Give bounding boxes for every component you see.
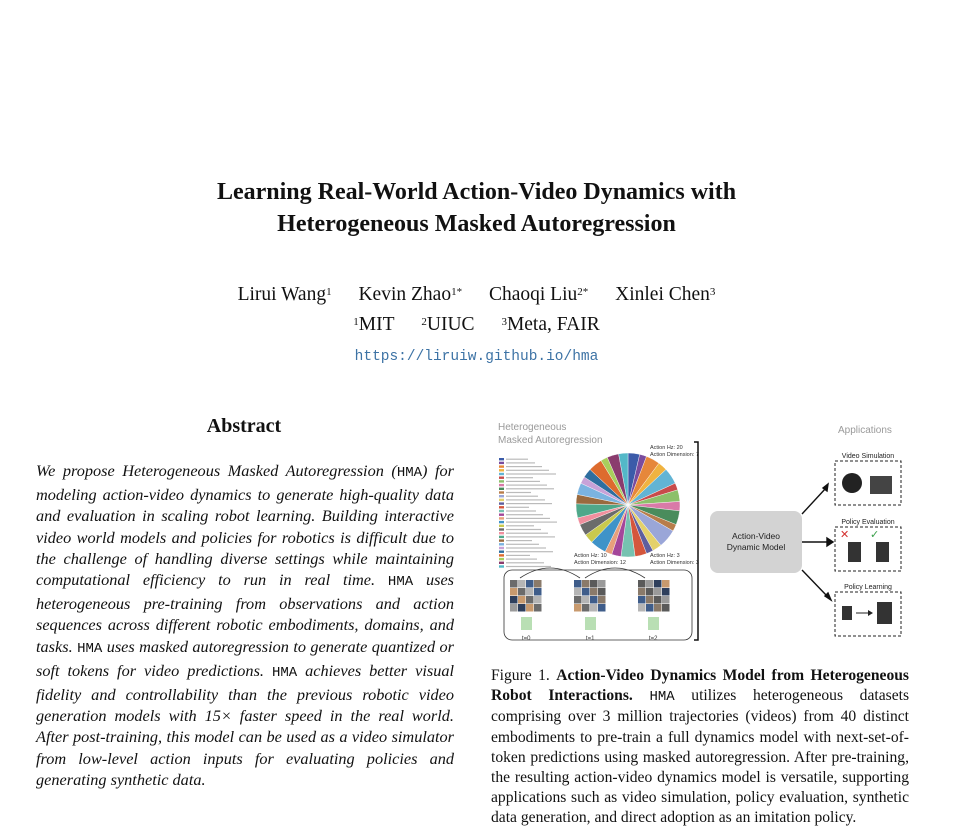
robot-icon [521,617,532,630]
legend-entry [506,514,543,515]
frame-cell [534,604,542,612]
robot-icon [585,617,596,630]
frame-cell [662,596,670,604]
model-label-2: Dynamic Model [726,542,786,552]
frame-cell [598,604,606,612]
legend-entry [506,536,555,537]
frame-cell [590,596,598,604]
frame-cell [646,580,654,588]
app-video-simulation-label: Video Simulation [841,453,895,460]
frame-cell [598,596,606,604]
frame-cell [518,604,526,612]
legend-swatch [499,536,504,538]
abstract-text: We propose Heterogeneous Masked Autoregression (HMA) for modeling action-video dynamics to generate high-quality data and evaluation in scaling robot learning. Building interactive video world models and policies for robotics is difficult due to the challenge of handling diverse settings while maintaining computational efficiency to run in real time. HMA uses heterogeneous pre-training from observations and action sequences across different robotic embodiments, domains, and tasks. HMA uses masked autoregression to generate quantized or soft tokens for video predictions. HMA achieves better visual fidelity and controllability than the previous robotic video generation models with 15× faster speed in the real world. After post-training, this model can be used as a video simulator from low-level action inputs for evaluating policies and generating synthetic data. [36,461,455,789]
legend-entry [506,466,542,467]
figure-right-title: Applications [838,425,892,436]
frame-cell [582,604,590,612]
legend-entry [506,492,531,493]
legend-swatch [499,465,504,467]
legend-swatch [499,469,504,471]
app-policy-learning-label: Policy Learning [844,584,892,591]
frame-cell [518,580,526,588]
legend-swatch [499,499,504,501]
legend-entry [506,525,534,526]
legend-entry [506,533,548,534]
legend-entry [506,522,557,523]
affiliation: $^1$MIT [353,314,395,335]
frame-cell [582,588,590,596]
author-block [0,280,953,340]
legend-swatch [499,514,504,516]
frame-label-t1: t=1 [586,636,595,642]
model-label-1: Action-Video [731,531,781,541]
frame-cell [534,588,542,596]
frame-cell [590,604,598,612]
pie-label-top-2: Action Dimension: 7 [650,452,699,458]
legend-swatch [499,554,504,556]
title-line-1: Learning Real-World Action-Video Dynamics with [216,179,737,205]
legend-entry [506,510,536,511]
legend-entry [506,488,554,489]
dataset-legend [499,458,557,568]
frame-cell [662,588,670,596]
legend-swatch [499,521,504,523]
legend-swatch [499,462,504,464]
legend-swatch [499,547,504,549]
frame-cell [646,588,654,596]
legend-entry [506,485,547,486]
frame-cell [662,604,670,612]
legend-entry [506,481,540,482]
frame-cell [582,580,590,588]
legend-entry [506,470,549,471]
figure-caption: Figure 1. Action-Video Dynamics Model from Heterogeneous Robot Interactions. HMA utilizes heterogeneous datasets comprising over 3 million trajectories (videos) from 40 distinct embodiments to pre-train a full dynamics model with next-set-of-token predictions using masked autoregression. After pre-training, the resulting action-video dynamics model is versatile, supporting applications such as video simulation, policy evaluation, synthetic data generation, and direct adoption as an imitation policy. [491,667,910,827]
frame-cell [510,596,518,604]
legend-swatch [499,562,504,564]
robot-arm-icon [870,476,892,494]
legend-entry [506,566,551,567]
legend-swatch [499,517,504,519]
legend-swatch [499,558,504,560]
legend-swatch [499,551,504,553]
frame-cell [534,596,542,604]
robot-icon [877,602,892,624]
pie-label-top-1: Action Hz: 20 [650,445,683,451]
frame-cell [534,580,542,588]
pie-label-left-1: Action Hz: 10 [574,553,607,559]
frame-cell [526,588,534,596]
pie-label-left-2: Action Dimension: 12 [574,560,626,566]
frame-cell [518,596,526,604]
frame-cell [582,596,590,604]
frame-cell [574,596,582,604]
frame-label-t2: t=2 [649,636,658,642]
legend-swatch [499,532,504,534]
frame-grid [510,580,542,612]
author-list [0,280,953,310]
author: Xinlei Chen$^3$ [615,284,716,305]
legend-entry [506,551,553,552]
title-line-2: Heterogeneous Masked Autoregression [277,211,676,237]
app-policy-evaluation-label: Policy Evaluation [841,519,895,526]
brain-head-icon [842,473,862,493]
legend-swatch [499,477,504,479]
legend-swatch [499,488,504,490]
frame-cell [646,596,654,604]
legend-entry [506,507,529,508]
frame-grid [638,580,670,612]
affiliation-list [0,310,953,340]
frame-cell [662,580,670,588]
frame-cell [654,580,662,588]
affiliation: $^3$Meta, FAIR [501,314,600,335]
frame-label-t0: t=0 [522,636,531,642]
legend-entry [506,473,556,474]
author: Lirui Wang$^1$ [237,284,332,305]
frame-cell [574,588,582,596]
pie-label-right-2: Action Dimension: 3 [650,560,699,566]
legend-entry [506,496,538,497]
affiliation: $^2$UIUC [421,314,475,335]
arrows [802,484,833,600]
frame-cell [574,580,582,588]
frame-cell [590,580,598,588]
legend-swatch [499,458,504,460]
frame-cell [598,588,606,596]
paper-title [0,176,953,240]
legend-swatch [499,543,504,545]
author: Kevin Zhao$^{1*}$ [358,284,463,305]
frame-cell [598,580,606,588]
figure-left-title-2: Masked Autoregression [498,435,603,446]
legend-entry [506,555,530,556]
frame-cell [654,596,662,604]
legend-swatch [499,484,504,486]
frame-cell [638,604,646,612]
legend-entry [506,503,552,504]
video-frames [504,568,692,642]
dataset-pie-chart [576,453,680,557]
legend-entry [506,529,541,530]
legend-entry [506,462,535,463]
legend-swatch [499,491,504,493]
legend-entry [506,544,539,545]
check-icon: ✓ [870,529,880,541]
legend-entry [506,547,546,548]
legend-swatch [499,502,504,504]
frame-cell [574,604,582,612]
project-url-link[interactable]: https://liruiw.github.io/hma [354,349,599,365]
frame-cell [638,580,646,588]
frame-cell [526,596,534,604]
frame-cell [638,588,646,596]
frame-cell [526,580,534,588]
legend-swatch [499,473,504,475]
frame-cell [654,604,662,612]
legend-entry [506,562,544,563]
figure-left-title-1: Heterogeneous [498,422,567,433]
frame-cell [510,604,518,612]
robot-icon [848,542,861,562]
frame-cell [638,596,646,604]
legend-swatch [499,525,504,527]
abstract-heading: Abstract [206,415,282,437]
legend-swatch [499,495,504,497]
cross-icon: ✕ [840,529,850,541]
frame-cell [646,604,654,612]
figure-1 [490,418,914,646]
legend-swatch [499,565,504,567]
legend-swatch [499,539,504,541]
legend-swatch [499,510,504,512]
legend-entry [506,499,545,500]
author: Chaoqi Liu$^{2*}$ [488,284,589,305]
frame-cell [654,588,662,596]
frame-cell [510,588,518,596]
legend-entry [506,559,537,560]
robot-icon [842,606,852,620]
legend-swatch [499,480,504,482]
robot-icon [648,617,659,630]
frame-cell [526,604,534,612]
bracket [694,442,698,640]
pie-label-right-1: Action Hz: 3 [650,553,680,559]
frame-cell [518,588,526,596]
legend-swatch [499,506,504,508]
legend-entry [506,518,550,519]
frame-cell [590,588,598,596]
frame-grid [574,580,606,612]
legend-swatch [499,528,504,530]
legend-entry [506,477,533,478]
robot-icon [876,542,889,562]
frame-cell [510,580,518,588]
legend-entry [506,459,528,460]
legend-entry [506,540,532,541]
